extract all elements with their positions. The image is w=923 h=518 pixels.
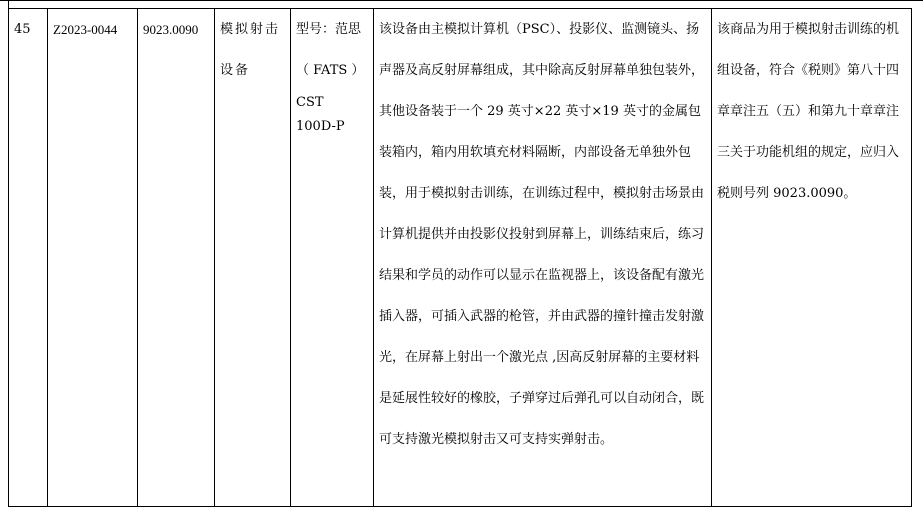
ruling-code: Z2023-0044 — [53, 22, 118, 37]
model-line: 100D-P — [296, 119, 345, 134]
row-index: 45 — [14, 22, 31, 37]
hs-code: 9023.0090 — [143, 22, 199, 37]
product-name-cell — [215, 9, 291, 507]
description-cell — [374, 9, 712, 507]
product-description: 该设备由主模拟计算机（PSC）、投影仪、监测镜头、扬声器及高反射屏幕组成，其中除高反射屏幕单独包装外，其他设备装于一个 29 英寸×22 英寸×19 英寸的金属包装箱内，箱内用软填充材料隔断，内部设备无单独外包装，用于模拟射击训练，在训练过程中，模拟射击场景由计算机提供并由投影仪投射到屏幕上，训练结束后，练习结果和学员的动作可以显示在监视器上，该设备配有激光插入器，可插入武器的枪管，并由武器的撞针撞击发射激光，在屏幕上射出一个激光点 ,因高反射屏幕的主要材料是延展性较好的橡胶，子弹穿过后弹孔可以自动闭合，既可支持激光模拟射击又可支持实弹射击。 — [379, 22, 705, 447]
model-line: 型号：范思 — [296, 22, 362, 37]
table-row — [9, 9, 912, 507]
product-name: 模拟射击设备 — [220, 22, 281, 78]
corner-tick — [8, 0, 9, 8]
hs-code-cell — [138, 9, 215, 507]
index-cell — [9, 9, 48, 507]
model-line: CST — [296, 95, 324, 110]
model-line: （ FATS ） — [296, 63, 365, 78]
model-cell — [291, 9, 374, 507]
classification-reason: 该商品为用于模拟射击训练的机组设备，符合《税则》第八十四章章注五（五）和第九十章章注三关于功能机组的规定，应归入税则号列 9023.0090。 — [717, 22, 900, 201]
ruling-table — [8, 8, 912, 507]
ruling-code-cell — [48, 9, 138, 507]
top-rule — [0, 0, 923, 1]
classification-reason-cell — [712, 9, 912, 507]
